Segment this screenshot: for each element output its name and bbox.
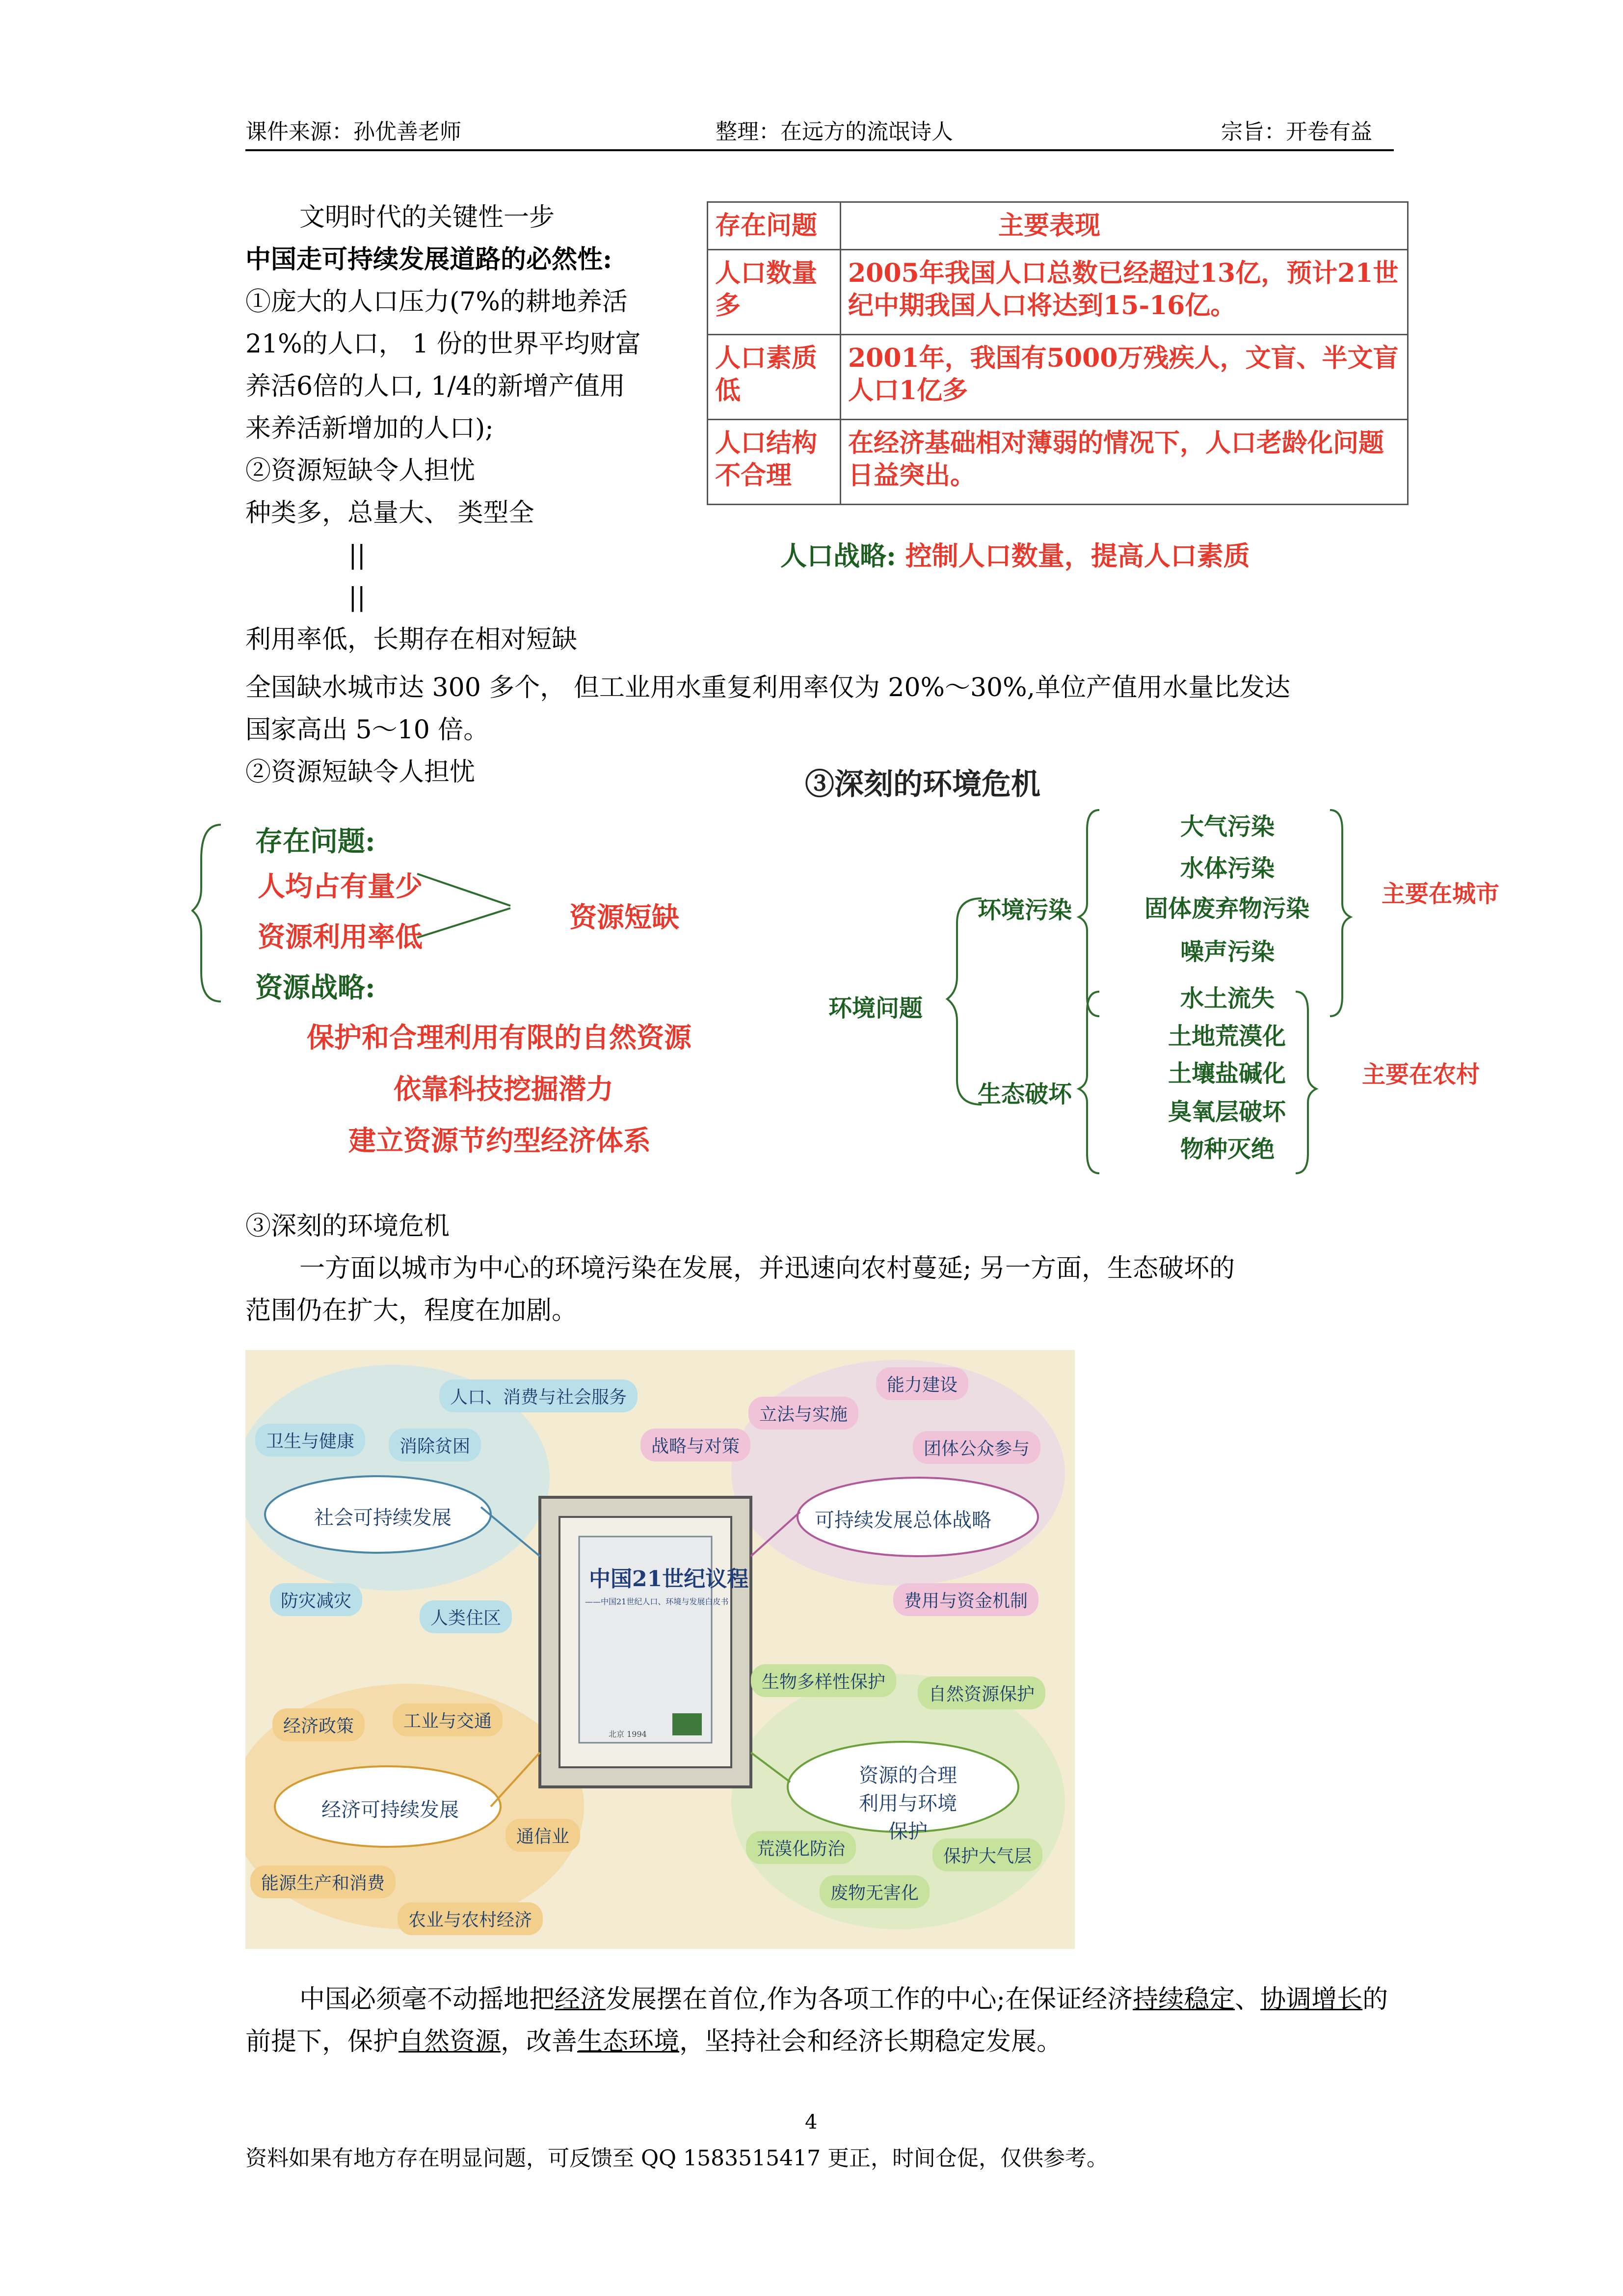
chip-resource: 自然资源保护 [918, 1676, 1045, 1709]
bubble-social: 社会可持续发展 [314, 1507, 452, 1529]
text-line: 利用率低，长期存在相对短缺 [245, 625, 578, 654]
resource-strategy-item: 依靠科技挖掘潜力 [394, 1073, 613, 1106]
strategy-text: 控制人口数量，提高人口素质 [905, 540, 1250, 571]
text-line: 养活6倍的人口, 1/4的新增产值用 [245, 372, 625, 401]
text-line: 来养活新增加的人口); [245, 414, 494, 443]
env-item: 物种灭绝 [1180, 1135, 1275, 1163]
keyword-economy: 经济 [555, 1985, 606, 2014]
chip-social: 防灾减灾 [270, 1583, 362, 1616]
chip-resource: 保护大气层 [932, 1838, 1042, 1871]
resource-item: 人均占有量少 [258, 870, 423, 903]
population-strategy [780, 535, 1250, 573]
table-cell: 人口数量多 [708, 250, 841, 335]
env-note-rural: 主要在农村 [1362, 1061, 1480, 1088]
book-subtitle: ——中国21世纪人口、环境与发展白皮书 [585, 1597, 729, 1606]
resource-diagram [191, 810, 726, 1163]
text-line: || [348, 583, 366, 612]
table-cell: 人口结构不合理 [708, 420, 841, 505]
env-item: 水体污染 [1180, 855, 1275, 882]
conclusion-text: 发展摆在首位,作为各项工作的中心;在保证经济 [606, 1985, 1133, 2014]
text-line: 范围仍在扩大，程度在加剧。 [245, 1296, 578, 1325]
text-line: ①庞大的人口压力(7%的耕地养活 [245, 287, 628, 317]
env-diagram-title: ③深刻的环境危机 [805, 767, 1040, 802]
bubble-strategy: 可持续发展总体战略 [815, 1509, 991, 1532]
chip-social: 消除贫困 [389, 1429, 481, 1461]
table-row [708, 420, 1408, 505]
env-section-title: ③深刻的环境危机 [245, 1212, 450, 1241]
environment-diagram [795, 761, 1570, 1178]
table-header-row [708, 202, 1408, 250]
env-item: 臭氧层破坏 [1168, 1098, 1286, 1126]
env-item: 大气污染 [1180, 813, 1275, 840]
table-cell: 2005年我国人口总数已经超过13亿，预计21世纪中期我国人口将达到15-16亿。 [841, 250, 1408, 335]
text-line: || [348, 540, 366, 570]
resource-problem-label: 存在问题: [255, 825, 375, 858]
chip-strategy: 费用与资金机制 [893, 1583, 1038, 1616]
chip-strategy: 能力建设 [876, 1367, 968, 1400]
left-top-block [245, 196, 707, 661]
text-line: 国家高出 5～10 倍。 [245, 715, 489, 745]
header-left: 课件来源：孙优善老师 [245, 119, 461, 144]
chip-economy: 能源生产和消费 [250, 1865, 396, 1898]
text-line: 种类多，总量大、 类型全 [245, 498, 534, 528]
bubble-economy: 经济可持续发展 [321, 1799, 459, 1821]
text-line: 一方面以城市为中心的环境污染在发展，并迅速向农村蔓延; 另一方面，生态破坏的 [299, 1254, 1235, 1283]
conclusion-text: 的前提下，保护 [245, 1985, 1388, 2056]
keyword-ecology: 生态环境 [577, 2027, 680, 2056]
chip-resource: 荒漠化防治 [746, 1831, 856, 1864]
env-root: 环境问题 [828, 995, 923, 1022]
resource-strategy-item: 建立资源节约型经济体系 [348, 1125, 651, 1157]
env-item: 土地荒漠化 [1168, 1023, 1286, 1050]
env-item: 固体废弃物污染 [1144, 895, 1310, 922]
conclusion-text: 、 [1235, 1985, 1261, 2014]
chip-economy: 农业与农村经济 [398, 1902, 543, 1935]
conclusion-text: 中国必须毫不动摇地把 [299, 1985, 555, 2014]
resource-strategy-label: 资源战略: [255, 972, 375, 1004]
section-intro: 文明时代的关键性一步 [299, 203, 555, 232]
section-heading: 中国走可持续发展道路的必然性: [245, 244, 612, 274]
page-number: 4 [805, 2111, 818, 2134]
footer-note: 资料如果有地方存在明显问题，可反馈至 QQ 1583515417 更正，时间仓促，仅供参考。 [245, 2146, 1109, 2171]
chip-social: 人类住区 [420, 1600, 512, 1633]
table-header-cell: 主要表现 [841, 202, 1408, 250]
env-note-city: 主要在城市 [1382, 880, 1500, 908]
keyword-growth: 协调增长 [1260, 1985, 1363, 2014]
header-right: 宗旨：开卷有益 [1221, 119, 1372, 144]
resource-strategy-item: 保护和合理利用有限的自然资源 [307, 1022, 692, 1054]
strategy-label: 人口战略: [780, 540, 896, 571]
env-item: 土壤盐碱化 [1168, 1060, 1286, 1087]
env-text-block [245, 1205, 1404, 1332]
env-item: 水土流失 [1180, 985, 1275, 1012]
table-header-cell: 存在问题 [708, 202, 841, 250]
book-footer: 北京 1994 [609, 1729, 647, 1739]
env-branch-pollution: 环境污染 [978, 896, 1072, 924]
conclusion-paragraph [245, 1978, 1404, 2063]
text-line: ②资源短缺令人担忧 [245, 456, 476, 486]
table-row [708, 335, 1408, 420]
text-line: 21%的人口， 1 份的世界平均财富 [245, 329, 641, 359]
chip-economy: 工业与交通 [393, 1703, 503, 1736]
chip-strategy: 战略与对策 [640, 1429, 750, 1461]
chip-social: 人口、消费与社会服务 [439, 1379, 638, 1412]
chip-strategy: 立法与实施 [748, 1397, 858, 1430]
resource-result: 资源短缺 [569, 901, 679, 934]
header-center: 整理：在远方的流氓诗人 [716, 119, 953, 144]
chip-economy: 通信业 [506, 1819, 580, 1852]
chip-resource: 废物无害化 [820, 1875, 930, 1908]
text-line: 全国缺水城市达 300 多个， 但工业用水重复利用率仅为 20%～30%,单位产值用水量比发达 [245, 673, 1291, 702]
book-title: 中国21世纪议程 [589, 1567, 749, 1592]
resource-item: 资源利用率低 [258, 921, 423, 953]
env-item: 噪声污染 [1180, 938, 1275, 966]
chip-economy: 经济政策 [272, 1708, 365, 1741]
agenda21-image [245, 1350, 1075, 1949]
keyword-resources: 自然资源 [399, 2027, 501, 2056]
table-cell: 在经济基础相对薄弱的情况下，人口老龄化问题日益突出。 [841, 420, 1408, 505]
text-line: ②资源短缺令人担忧 [245, 757, 476, 787]
header-rule [245, 149, 1394, 151]
chip-strategy: 团体公众参与 [913, 1431, 1040, 1464]
table-cell: 2001年，我国有5000万残疾人，文盲、半文盲人口1亿多 [841, 335, 1408, 420]
env-branch-ecology: 生态破坏 [978, 1080, 1072, 1108]
bubble-resource: 资源的合理利用与环境保护 [859, 1764, 957, 1843]
table-row [708, 250, 1408, 335]
chip-resource: 生物多样性保护 [751, 1664, 896, 1697]
population-table [707, 201, 1409, 505]
conclusion-text: ，改善 [501, 2027, 578, 2056]
chip-social: 卫生与健康 [255, 1424, 365, 1457]
table-cell: 人口素质低 [708, 335, 841, 420]
conclusion-text: ，坚持社会和经济长期稳定发展。 [679, 2027, 1063, 2056]
keyword-stable: 持续稳定 [1133, 1985, 1235, 2014]
